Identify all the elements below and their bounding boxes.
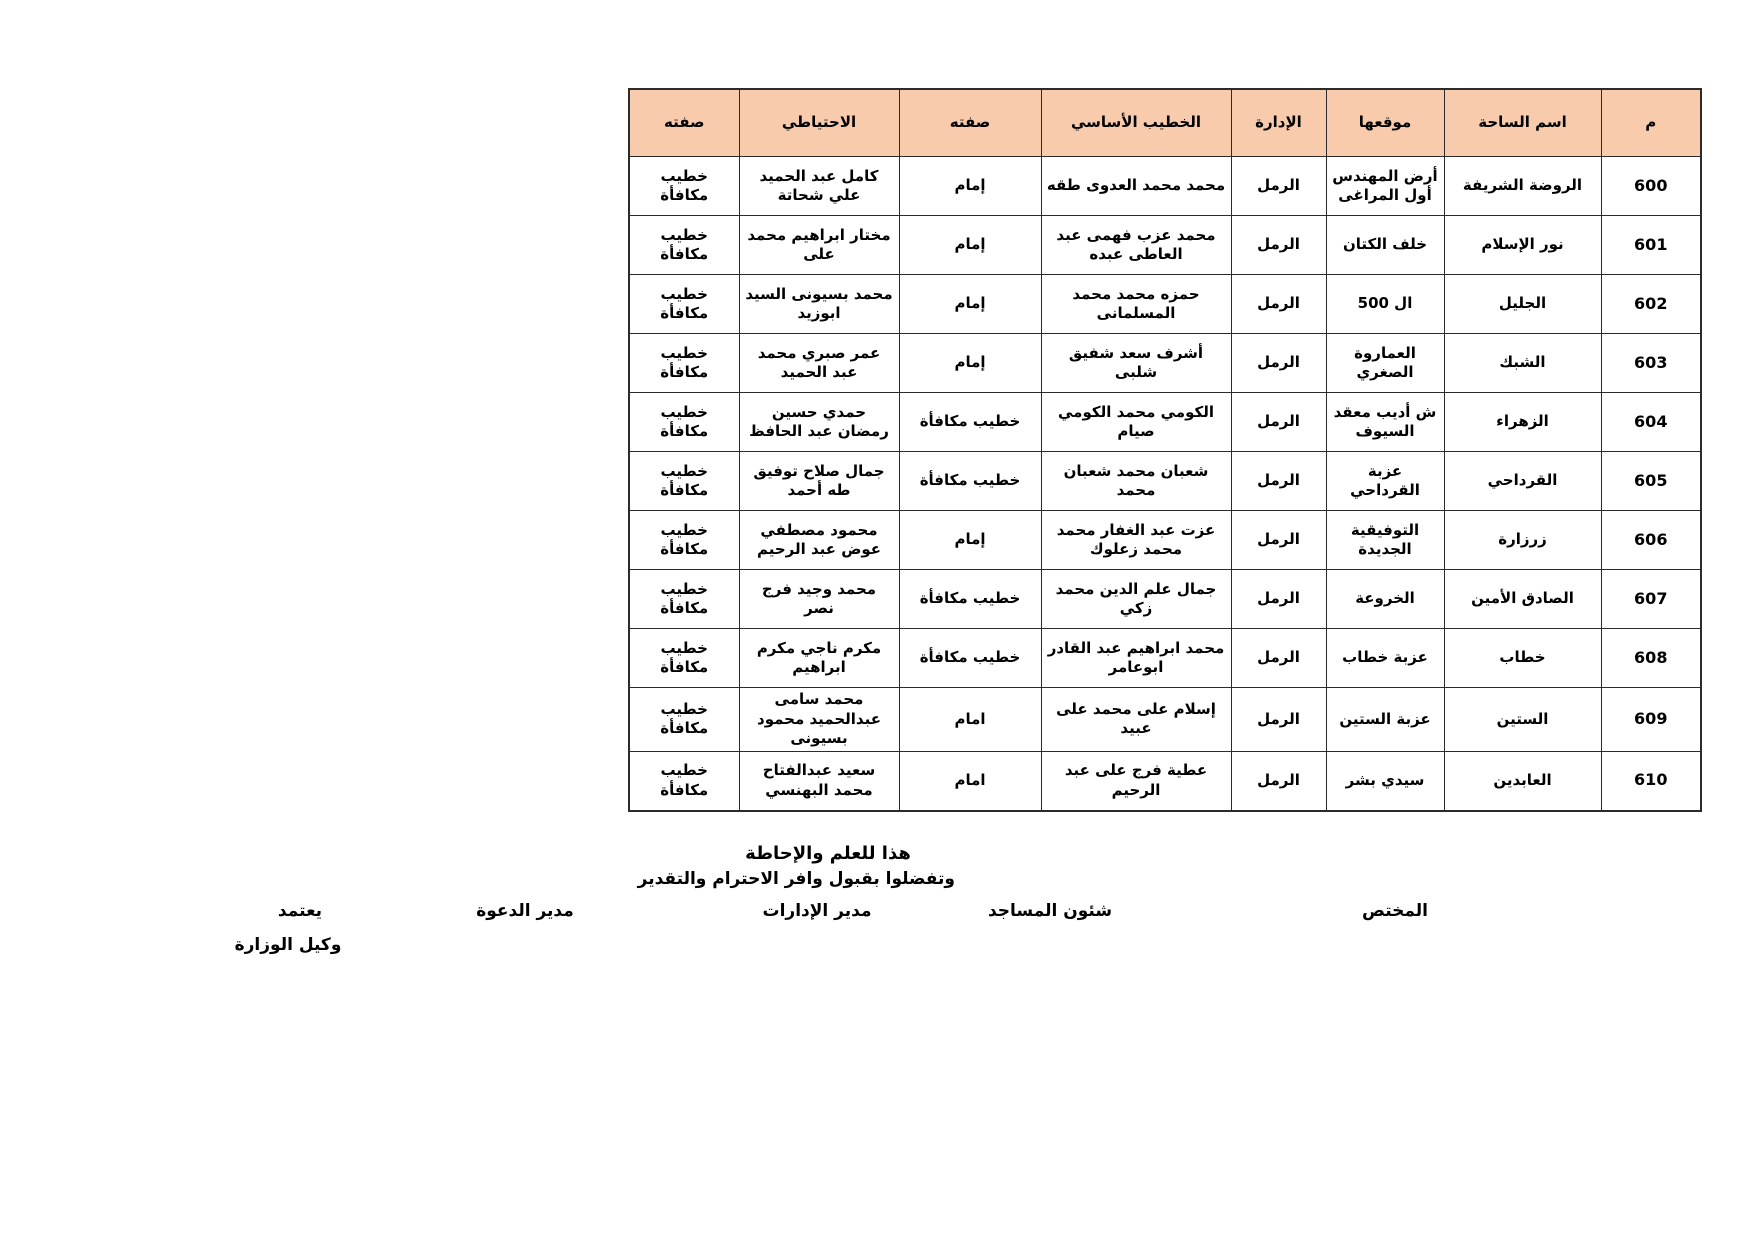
- header-row: [629, 89, 1701, 157]
- table-row: [629, 334, 1701, 393]
- cell-reserve-title: خطيب مكافأة: [629, 570, 739, 629]
- signature-directorates-manager: مدير الإدارات: [762, 901, 872, 921]
- cell-arena-name: خطاب: [1444, 629, 1601, 688]
- cell-reserve-preacher: حمدي حسين رمضان عبد الحافظ: [739, 393, 899, 452]
- cell-arena-name: الروضة الشريفة: [1444, 157, 1601, 216]
- cell-reserve-preacher: محمد وجيد فرج نصر: [739, 570, 899, 629]
- header-title-2: صفته: [629, 89, 739, 157]
- cell-serial: 601: [1601, 216, 1701, 275]
- table-row: [629, 751, 1701, 811]
- table-row: [629, 629, 1701, 688]
- cell-arena-name: نور الإسلام: [1444, 216, 1601, 275]
- header-administration: الإدارة: [1231, 89, 1326, 157]
- cell-reserve-title: خطيب مكافأة: [629, 275, 739, 334]
- cell-administration: الرمل: [1231, 688, 1326, 752]
- cell-administration: الرمل: [1231, 157, 1326, 216]
- table-row: [629, 157, 1701, 216]
- cell-location: سيدي بشر: [1326, 751, 1444, 811]
- header-main-preacher: الخطيب الأساسي: [1041, 89, 1231, 157]
- cell-main-preacher: عزت عبد الغفار محمد محمد زعلوك: [1041, 511, 1231, 570]
- cell-serial: 609: [1601, 688, 1701, 752]
- cell-arena-name: الجليل: [1444, 275, 1601, 334]
- cell-serial: 606: [1601, 511, 1701, 570]
- signature-deputy-minister: وكيل الوزارة: [234, 935, 342, 955]
- cell-serial: 610: [1601, 751, 1701, 811]
- header-arena-name: اسم الساحة: [1444, 89, 1601, 157]
- cell-arena-name: الزهراء: [1444, 393, 1601, 452]
- cell-reserve-preacher: محمد بسيونى السيد ابوزيد: [739, 275, 899, 334]
- cell-serial: 607: [1601, 570, 1701, 629]
- cell-main-preacher: حمزه محمد محمد المسلمانى: [1041, 275, 1231, 334]
- cell-preacher-title: إمام: [899, 511, 1041, 570]
- cell-main-preacher: محمد عزب فهمى عبد العاطى عبده: [1041, 216, 1231, 275]
- table-row: [629, 511, 1701, 570]
- cell-location: عزبة خطاب: [1326, 629, 1444, 688]
- header-reserve: الاحتياطي: [739, 89, 899, 157]
- cell-administration: الرمل: [1231, 393, 1326, 452]
- cell-administration: الرمل: [1231, 751, 1326, 811]
- cell-location: عزبة القرداحي: [1326, 452, 1444, 511]
- cell-arena-name: الستين: [1444, 688, 1601, 752]
- table-row: [629, 216, 1701, 275]
- closing-line-2: وتفضلوا بقبول وافر الاحترام والتقدير: [637, 869, 955, 889]
- cell-location: العماروة الصغري: [1326, 334, 1444, 393]
- signature-specialist: المختص: [1362, 901, 1428, 921]
- cell-serial: 608: [1601, 629, 1701, 688]
- cell-reserve-preacher: مختار ابراهيم محمد على: [739, 216, 899, 275]
- closing-line-1: هذا للعلم والإحاطة: [745, 843, 911, 864]
- cell-location: خلف الكتان: [1326, 216, 1444, 275]
- cell-serial: 604: [1601, 393, 1701, 452]
- signature-approved: يعتمد: [277, 901, 323, 921]
- table-body: [629, 157, 1701, 811]
- table-row: [629, 393, 1701, 452]
- signature-dawah-manager: مدير الدعوة: [476, 901, 574, 921]
- cell-administration: الرمل: [1231, 216, 1326, 275]
- header-title-1: صفته: [899, 89, 1041, 157]
- cell-reserve-title: خطيب مكافأة: [629, 511, 739, 570]
- cell-reserve-title: خطيب مكافأة: [629, 393, 739, 452]
- cell-administration: الرمل: [1231, 275, 1326, 334]
- cell-main-preacher: جمال علم الدين محمد زكي: [1041, 570, 1231, 629]
- cell-reserve-title: خطيب مكافأة: [629, 157, 739, 216]
- cell-administration: الرمل: [1231, 334, 1326, 393]
- cell-arena-name: القرداحي: [1444, 452, 1601, 511]
- preachers-table: [628, 88, 1702, 812]
- cell-location: أرض المهندس أول المراغى: [1326, 157, 1444, 216]
- cell-location: الخروعة: [1326, 570, 1444, 629]
- table-header: [629, 89, 1701, 157]
- cell-reserve-preacher: مكرم ناجي مكرم ابراهيم: [739, 629, 899, 688]
- cell-administration: الرمل: [1231, 452, 1326, 511]
- cell-reserve-title: خطيب مكافأة: [629, 216, 739, 275]
- cell-preacher-title: امام: [899, 751, 1041, 811]
- table-row: [629, 275, 1701, 334]
- header-serial: م: [1601, 89, 1701, 157]
- cell-reserve-preacher: محمد سامى عبدالحميد محمود بسيونى: [739, 688, 899, 752]
- cell-main-preacher: محمد محمد العدوى طقه: [1041, 157, 1231, 216]
- cell-location: التوفيقية الجديدة: [1326, 511, 1444, 570]
- cell-serial: 603: [1601, 334, 1701, 393]
- cell-preacher-title: إمام: [899, 334, 1041, 393]
- cell-preacher-title: إمام: [899, 275, 1041, 334]
- cell-serial: 605: [1601, 452, 1701, 511]
- cell-preacher-title: خطيب مكافأة: [899, 629, 1041, 688]
- cell-reserve-preacher: جمال صلاح توفيق طه أحمد: [739, 452, 899, 511]
- cell-reserve-title: خطيب مكافأة: [629, 751, 739, 811]
- cell-preacher-title: خطيب مكافأة: [899, 570, 1041, 629]
- cell-administration: الرمل: [1231, 511, 1326, 570]
- table-row: [629, 688, 1701, 752]
- cell-reserve-title: خطيب مكافأة: [629, 629, 739, 688]
- table-row: [629, 570, 1701, 629]
- cell-main-preacher: شعبان محمد شعبان محمد: [1041, 452, 1231, 511]
- table-row: [629, 452, 1701, 511]
- cell-location: عزبة الستين: [1326, 688, 1444, 752]
- cell-serial: 602: [1601, 275, 1701, 334]
- cell-location: ش أديب معقد السيوف: [1326, 393, 1444, 452]
- signature-mosque-affairs: شئون المساجد: [987, 901, 1113, 921]
- cell-reserve-preacher: كامل عبد الحميد علي شحاتة: [739, 157, 899, 216]
- cell-arena-name: الصادق الأمين: [1444, 570, 1601, 629]
- cell-preacher-title: إمام: [899, 157, 1041, 216]
- cell-location: ال 500: [1326, 275, 1444, 334]
- header-location: موقعها: [1326, 89, 1444, 157]
- cell-main-preacher: إسلام على محمد على عبيد: [1041, 688, 1231, 752]
- cell-reserve-preacher: محمود مصطفي عوض عبد الرحيم: [739, 511, 899, 570]
- cell-preacher-title: خطيب مكافأة: [899, 393, 1041, 452]
- cell-main-preacher: محمد ابراهيم عبد القادر ابوعامر: [1041, 629, 1231, 688]
- cell-reserve-preacher: سعيد عبدالفتاح محمد البهنسي: [739, 751, 899, 811]
- cell-serial: 600: [1601, 157, 1701, 216]
- cell-main-preacher: عطية فرج على عبد الرحيم: [1041, 751, 1231, 811]
- cell-reserve-title: خطيب مكافأة: [629, 688, 739, 752]
- cell-preacher-title: امام: [899, 688, 1041, 752]
- cell-reserve-title: خطيب مكافأة: [629, 334, 739, 393]
- cell-reserve-title: خطيب مكافأة: [629, 452, 739, 511]
- cell-administration: الرمل: [1231, 629, 1326, 688]
- cell-main-preacher: أشرف سعد شفيق شلبى: [1041, 334, 1231, 393]
- cell-arena-name: العابدين: [1444, 751, 1601, 811]
- cell-arena-name: زرزارة: [1444, 511, 1601, 570]
- cell-preacher-title: خطيب مكافأة: [899, 452, 1041, 511]
- cell-reserve-preacher: عمر صبري محمد عبد الحميد: [739, 334, 899, 393]
- cell-arena-name: الشبك: [1444, 334, 1601, 393]
- cell-main-preacher: الكومي محمد الكومي صيام: [1041, 393, 1231, 452]
- cell-preacher-title: إمام: [899, 216, 1041, 275]
- cell-administration: الرمل: [1231, 570, 1326, 629]
